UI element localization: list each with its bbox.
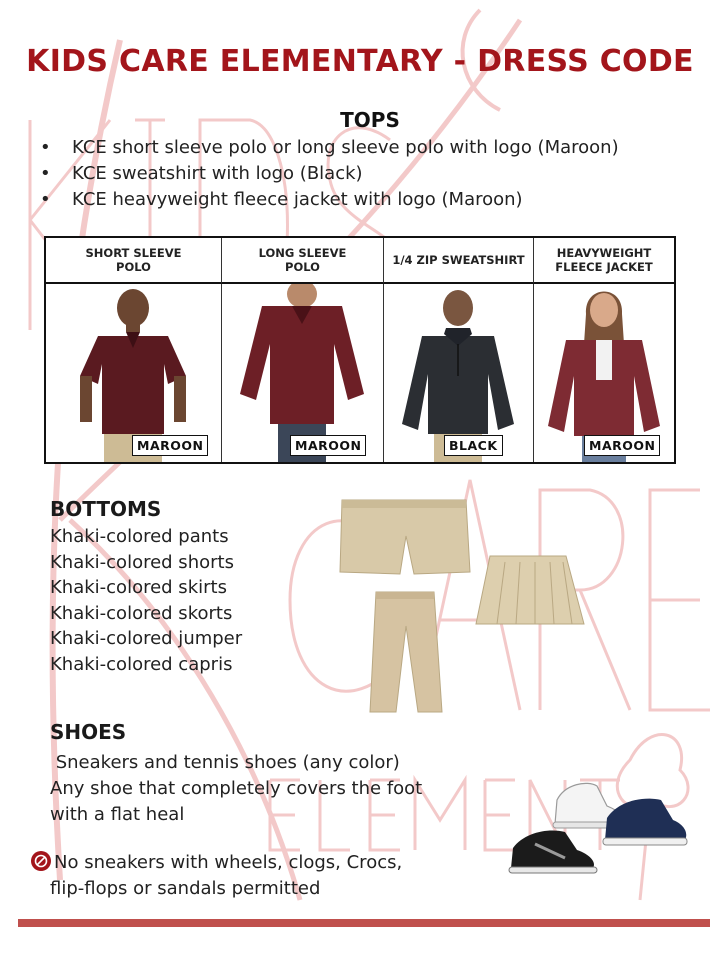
footer-bar (18, 919, 710, 927)
list-item: • KCE sweatshirt with logo (Black) (40, 161, 619, 187)
column-header-sweatshirt: 1/4 ZIP SWEATSHIRT (384, 238, 534, 284)
khaki-skirt (476, 556, 584, 624)
list-item: • KCE short sleeve polo or long sleeve polo with logo (Maroon) (40, 135, 619, 161)
list-item: Khaki-colored capris (50, 653, 233, 675)
tops-heading: TOPS (340, 108, 400, 132)
prohibited-icon (30, 850, 52, 872)
short-sleeve-polo-photo (46, 284, 222, 462)
shoes-line: Any shoe that completely covers the foot (50, 778, 423, 799)
color-label: MAROON (290, 435, 366, 456)
long-sleeve-polo-photo (222, 284, 384, 462)
shoes-line: with a flat heal (50, 804, 185, 825)
color-label: BLACK (444, 435, 503, 456)
column-header-fleece-jacket: HEAVYWEIGHT FLEECE JACKET (534, 238, 674, 284)
color-label: MAROON (584, 435, 660, 456)
bullet: • (40, 189, 51, 210)
list-item: Khaki-colored pants (50, 526, 229, 547)
list-item: Khaki-colored skorts (50, 602, 233, 624)
column-header-short-sleeve: SHORT SLEEVE POLO (46, 238, 222, 284)
khaki-pants (370, 592, 442, 712)
column-header-long-sleeve: LONG SLEEVE POLO (222, 238, 384, 284)
shirt-options-table (44, 236, 676, 464)
khaki-bottoms-image (330, 496, 600, 716)
list-item: Khaki-colored jumper (50, 628, 243, 649)
tops-list (40, 135, 619, 213)
list-item: Khaki-colored skirts (50, 577, 227, 598)
list-item: Khaki-colored shorts (50, 551, 234, 573)
khaki-shorts (340, 500, 470, 574)
shoes-description (50, 750, 422, 828)
color-label: MAROON (132, 435, 208, 456)
list-item: • KCE heavyweight fleece jacket with logo (Maroon) (40, 187, 619, 213)
bullet: • (40, 137, 51, 158)
fleece-jacket-photo (534, 284, 674, 462)
zip-sweatshirt-photo (384, 284, 534, 462)
bullet: • (40, 163, 51, 184)
bottoms-heading: BOTTOMS (50, 497, 162, 521)
shoe-restriction (30, 850, 402, 902)
shoes-heading: SHOES (50, 720, 127, 744)
restriction-text: flip-flops or sandals permitted (50, 878, 321, 899)
navy-sneaker (605, 799, 686, 840)
sneakers-image (505, 770, 695, 885)
bottoms-list (50, 524, 242, 677)
black-sneaker (511, 831, 594, 868)
shoes-line: Sneakers and tennis shoes (any color) (50, 752, 400, 773)
page-title: KIDS CARE ELEMENTARY - DRESS CODE (26, 44, 694, 79)
restriction-text: No sneakers with wheels, clogs, Crocs, (54, 852, 403, 873)
